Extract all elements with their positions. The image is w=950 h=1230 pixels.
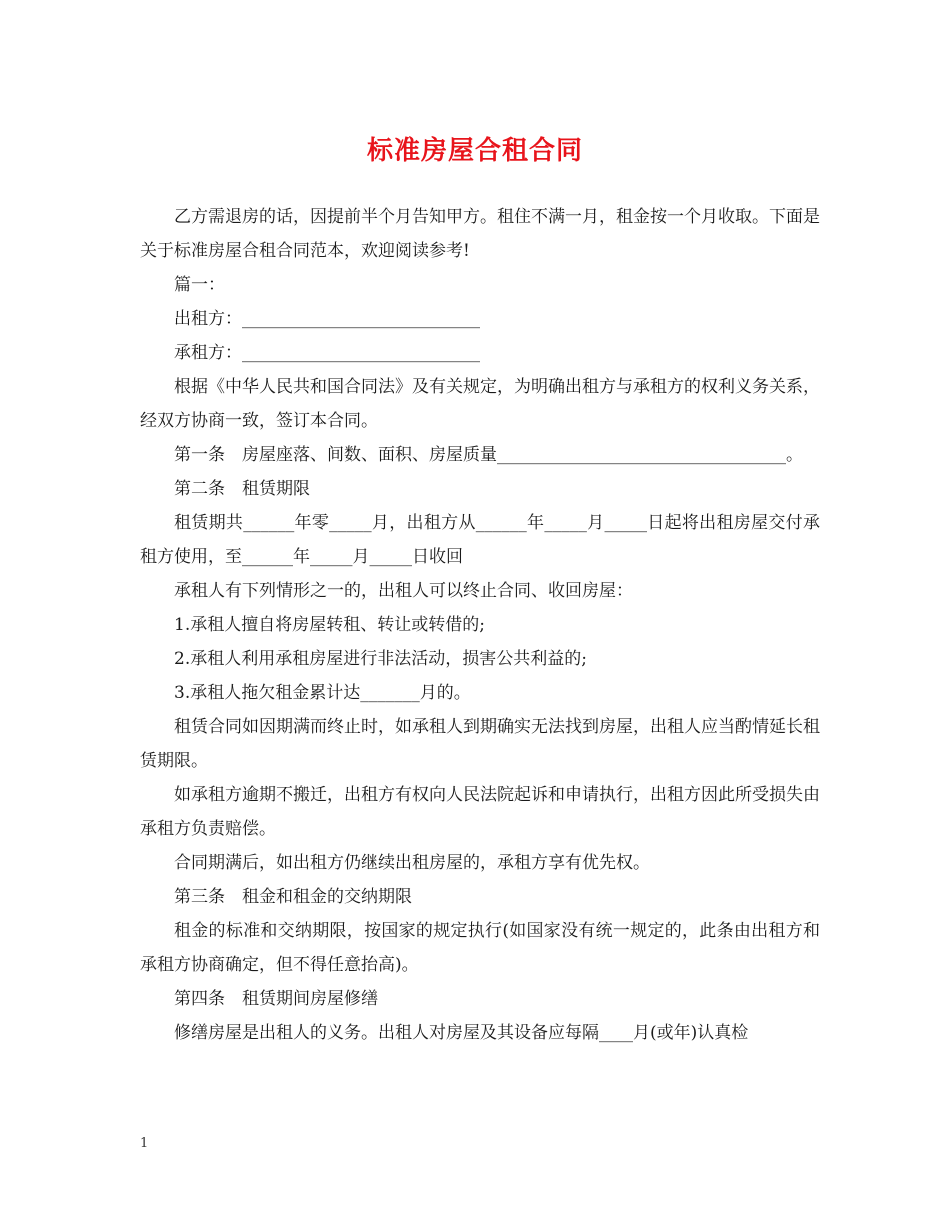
paragraph-rent: 租金的标准和交纳期限，按国家的规定执行(如国家没有统一规定的，此条由出租方和承租方协商确定，但不得任意抬高)。: [140, 921, 820, 975]
paragraph-termination: 承租人有下列情形之一的，出租人可以终止合同、收回房屋：: [174, 581, 633, 601]
paragraph-article-4-heading: 第四条 租赁期间房屋修缮: [174, 989, 378, 1009]
paragraph-article-2-heading: 第二条 租赁期限: [174, 479, 310, 499]
paragraph-article-1: 第一条 房屋座落、间数、面积、房屋质量__________________________________。: [174, 445, 803, 465]
paragraph-basis: 根据《中华人民共和国合同法》及有关规定，为明确出租方与承租方的权利义务关系，经双方协商一致，签订本合同。: [140, 377, 820, 431]
document-title: 标准房屋合租合同: [366, 136, 583, 166]
paragraph-repair: 修缮房屋是出租人的义务。出租人对房屋及其设备应每隔____月(或年)认真检: [174, 1023, 749, 1043]
paragraph-expiry: 租赁合同如因期满而终止时，如承租人到期确实无法找到房屋，出租人应当酌情延长租赁期限。: [140, 717, 820, 771]
paragraph-item-1: 1.承租人擅自将房屋转租、转让或转借的;: [174, 615, 485, 635]
paragraph-overdue: 如承租方逾期不搬迁，出租方有权向人民法院起诉和申请执行，出租方因此所受损失由承租方负责赔偿。: [140, 785, 820, 839]
paragraph-item-3: 3.承租人拖欠租金累计达_______月的。: [174, 683, 471, 703]
document-body: [140, 200, 820, 1050]
paragraph-item-2: 2.承租人利用承租房屋进行非法活动，损害公共利益的;: [174, 649, 587, 669]
paragraph-part-one: 篇一：: [174, 275, 225, 295]
paragraph-priority: 合同期满后，如出租方仍继续出租房屋的，承租方享有优先权。: [174, 853, 650, 873]
page-number: 1: [140, 1136, 149, 1151]
paragraph-lease-term: 租赁期共______年零_____月，出租方从______年_____月_____日起将出租房屋交付承租方使用，至______年_____月_____日收回: [140, 513, 820, 567]
paragraph-intro: 乙方需退房的话，因提前半个月告知甲方。租住不满一月，租金按一个月收取。下面是关于标准房屋合租合同范本，欢迎阅读参考!: [140, 207, 820, 261]
paragraph-lessor: 出租方：____________________________: [174, 309, 480, 329]
paragraph-article-3-heading: 第三条 租金和租金的交纳期限: [174, 887, 412, 907]
paragraph-lessee: 承租方：____________________________: [174, 343, 480, 363]
